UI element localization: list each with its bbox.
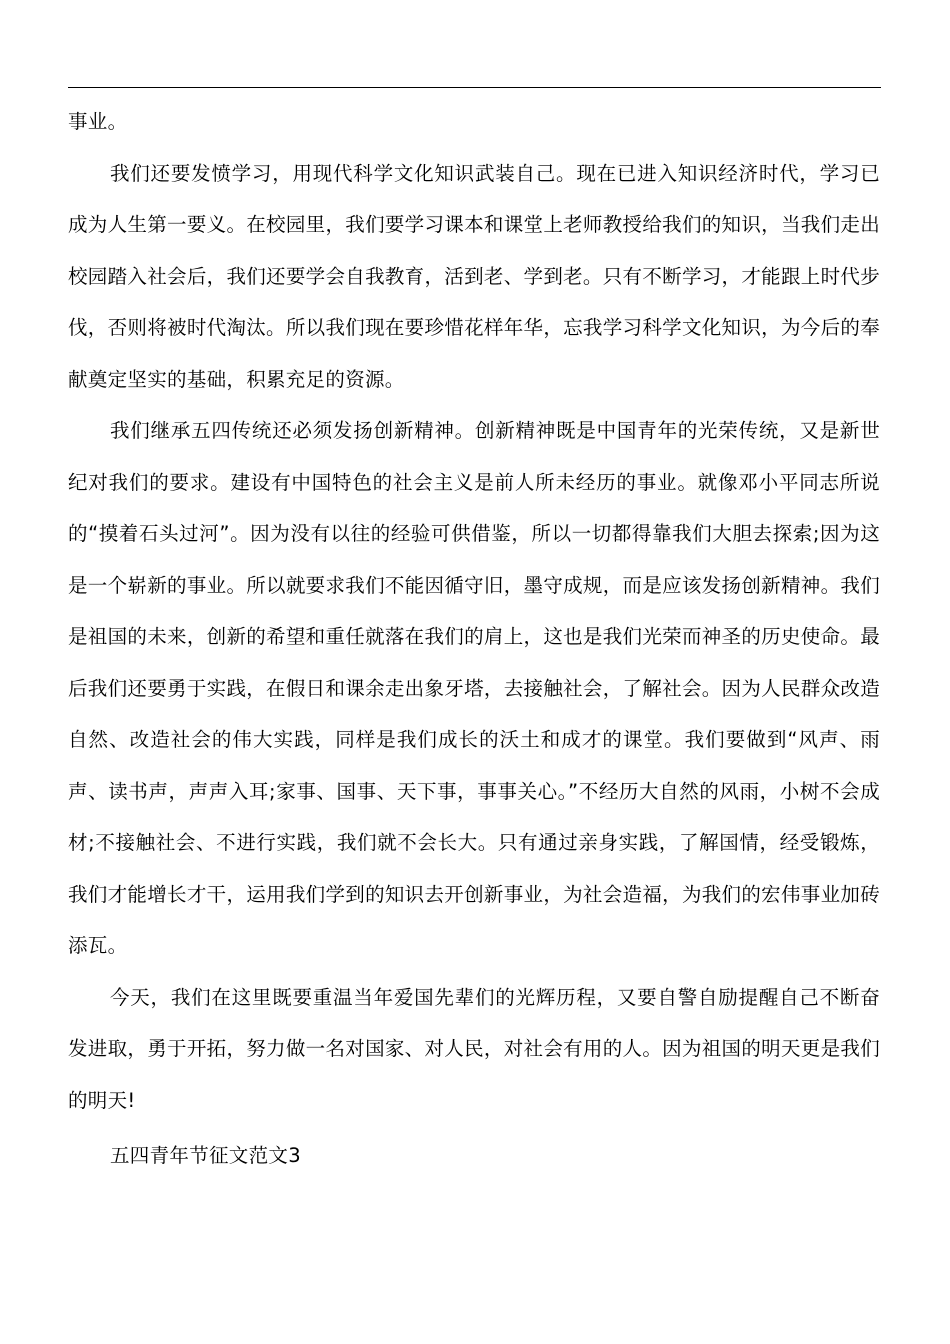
paragraph-1: 事业。 (68, 110, 128, 133)
paragraph-2: 我们还要发愤学习，用现代科学文化知识武装自己。现在已进入知识经济时代，学习已成为人生第一要义。在校园里，我们要学习课本和课堂上老师教授给我们的知识，当我们走出校园踏入社会后，我们还要学会自我教育，活到老、学到老。只有不断学习，才能跟上时代步伐，否则将被时代淘汰。所以我们现在要珍惜花样年华，忘我学习科学文化知识，为今后的奉献奠定坚实的基础，积累充足的资源。 (68, 161, 880, 391)
paragraph-4: 今天，我们在这里既要重温当年爱国先辈们的光辉历程，又要自警自励提醒自己不断奋发进取，勇于开拓，努力做一名对国家、对人民，对社会有用的人。因为祖国的明天更是我们的明天! (68, 985, 880, 1112)
header-rule (68, 87, 881, 88)
document-body (68, 96, 880, 1182)
section-heading: 五四青年节征文范文3 (110, 1144, 301, 1167)
paragraph-3: 我们继承五四传统还必须发扬创新精神。创新精神既是中国青年的光荣传统，又是新世纪对我们的要求。建设有中国特色的社会主义是前人所未经历的事业。就像邓小平同志所说的“摸着石头过河”。因为没有以往的经验可供借鉴，所以一切都得靠我们大胆去探索;因为这是一个崭新的事业。所以就要求我们不能因循守旧，墨守成规，而是应该发扬创新精神。我们是祖国的未来，创新的希望和重任就落在我们的肩上，这也是我们光荣而神圣的历史使命。最后我们还要勇于实践，在假日和课余走出象牙塔，去接触社会，了解社会。因为人民群众改造自然、改造社会的伟大实践，同样是我们成长的沃土和成才的课堂。我们要做到“风声、雨声、读书声，声声入耳;家事、国事、天下事，事事关心。”不经历大自然的风雨，小树不会成材;不接触社会、不进行实践，我们就不会长大。只有通过亲身实践，了解国情，经受锻炼，我们才能增长才干，运用我们学到的知识去开创新事业，为社会造福，为我们的宏伟事业加砖添瓦。 (68, 419, 880, 957)
